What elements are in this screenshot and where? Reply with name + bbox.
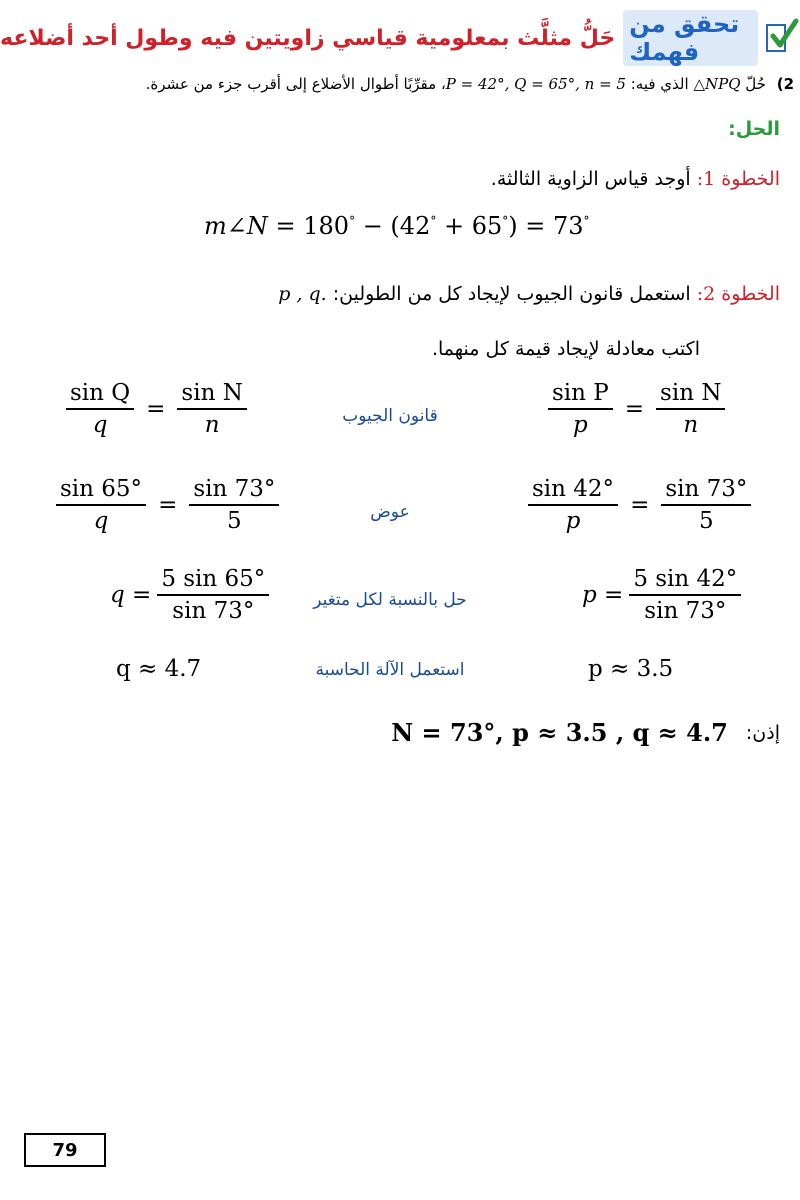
right-result-row-4: p ≈ 3.5 [588, 656, 674, 682]
checkmark-icon [766, 24, 786, 52]
solution-label: الحل: [728, 118, 780, 140]
left-equation-row-1: $\frac{\text{sin Q}}{q}$ = $\frac{\text{sin N}}{n}$ [60, 378, 253, 440]
left-equation-row-3 [110, 564, 275, 626]
step-1-equation: m∠N = 180° − (42° + 65°) = 73° [204, 212, 590, 240]
fraction-denominator: n [204, 412, 220, 438]
fraction-denominator: p [573, 412, 588, 438]
step-2-subtext: اكتب معادلة لإيجاد قيمة كل منهما. [431, 338, 700, 360]
problem-number: 2) [776, 75, 794, 93]
conclusion-label: إذن: [745, 721, 780, 744]
step-1 [491, 168, 780, 190]
fraction-denominator: 5 [227, 508, 242, 534]
fraction-numerator: sin Q [66, 378, 134, 410]
fraction-denominator: sin 73° [644, 598, 727, 624]
fraction-numerator: sin 73° [189, 474, 279, 506]
problem-givens: P = 42°, Q = 65°, n = 5 [445, 75, 626, 93]
fraction-denominator: q [93, 508, 109, 534]
fraction-numerator: sin 42° [528, 474, 618, 506]
right-equation-row-2: $\frac{\sin 42^\circ}{p}$ = $\frac{\sin 73^\circ}{5}$ [522, 474, 757, 536]
left-equation-row-2: $\frac{\sin 65^\circ}{q}$ = $\frac{\sin 73^\circ}{5}$ [50, 474, 285, 536]
fraction-denominator: 5 [699, 508, 714, 534]
problem-text-mid: الذي فيه: [630, 75, 689, 93]
variable-equals: p = [582, 582, 624, 608]
step-2-label: الخطوة [721, 283, 780, 305]
right-equation-row-1: $\frac{\text{sin P}}{p}$ = $\frac{\text{sin N}}{n}$ [542, 378, 731, 440]
final-answer [391, 718, 780, 747]
fraction-numerator: sin 65° [56, 474, 146, 506]
step-1-text: أوجد قياس الزاوية الثالثة. [490, 168, 691, 190]
fraction-denominator: sin 73° [172, 598, 255, 624]
fraction-denominator: q [92, 412, 108, 438]
fraction-numerator: 5 sin 65° [157, 564, 269, 596]
step-2-number: 2: [696, 283, 716, 305]
problem-triangle: △NPQ [693, 75, 741, 93]
row-2-label: عوض [370, 502, 410, 522]
fraction-numerator: sin N [177, 378, 246, 410]
step-2-vars: p , q. [278, 283, 327, 305]
problem-statement [146, 75, 794, 93]
step-2 [278, 283, 780, 305]
row-1-label: قانون الجيوب [342, 406, 438, 426]
problem-text-before: حُلّ [745, 75, 766, 93]
step-1-label: الخطوة [721, 168, 780, 190]
section-title: حَلُّ مثلَّث بمعلومية قياسي زاويتين فيه وطول أحد أضلاعه [0, 25, 616, 51]
fraction-numerator: 5 sin 42° [629, 564, 741, 596]
problem-text-after: ، مقرِّبًا أطوال الأضلاع إلى أقرب جزء من عشرة. [145, 75, 446, 93]
fraction-numerator: sin N [656, 378, 725, 410]
section-header [0, 10, 786, 66]
fraction-numerator: sin 73° [661, 474, 751, 506]
row-3-label: حل بالنسبة لكل متغير [313, 590, 467, 610]
final-result: N = 73°, p ≈ 3.5 , q ≈ 4.7 [391, 718, 728, 747]
right-equation-row-3 [582, 564, 747, 626]
page-number: 79 [24, 1133, 106, 1167]
step-1-number: 1: [696, 168, 716, 190]
fraction-numerator: sin P [548, 378, 613, 410]
row-4-label: استعمل الآلة الحاسبة [315, 660, 465, 680]
fraction-denominator: p [565, 508, 581, 534]
step-2-text: استعمل قانون الجيوب لإيجاد كل من الطولين: [332, 283, 691, 305]
check-understanding-label: تحقق من فهمك [623, 10, 758, 66]
variable-equals: q = [110, 582, 152, 608]
left-result-row-4: q ≈ 4.7 [116, 656, 202, 682]
fraction-denominator: n [683, 412, 699, 438]
